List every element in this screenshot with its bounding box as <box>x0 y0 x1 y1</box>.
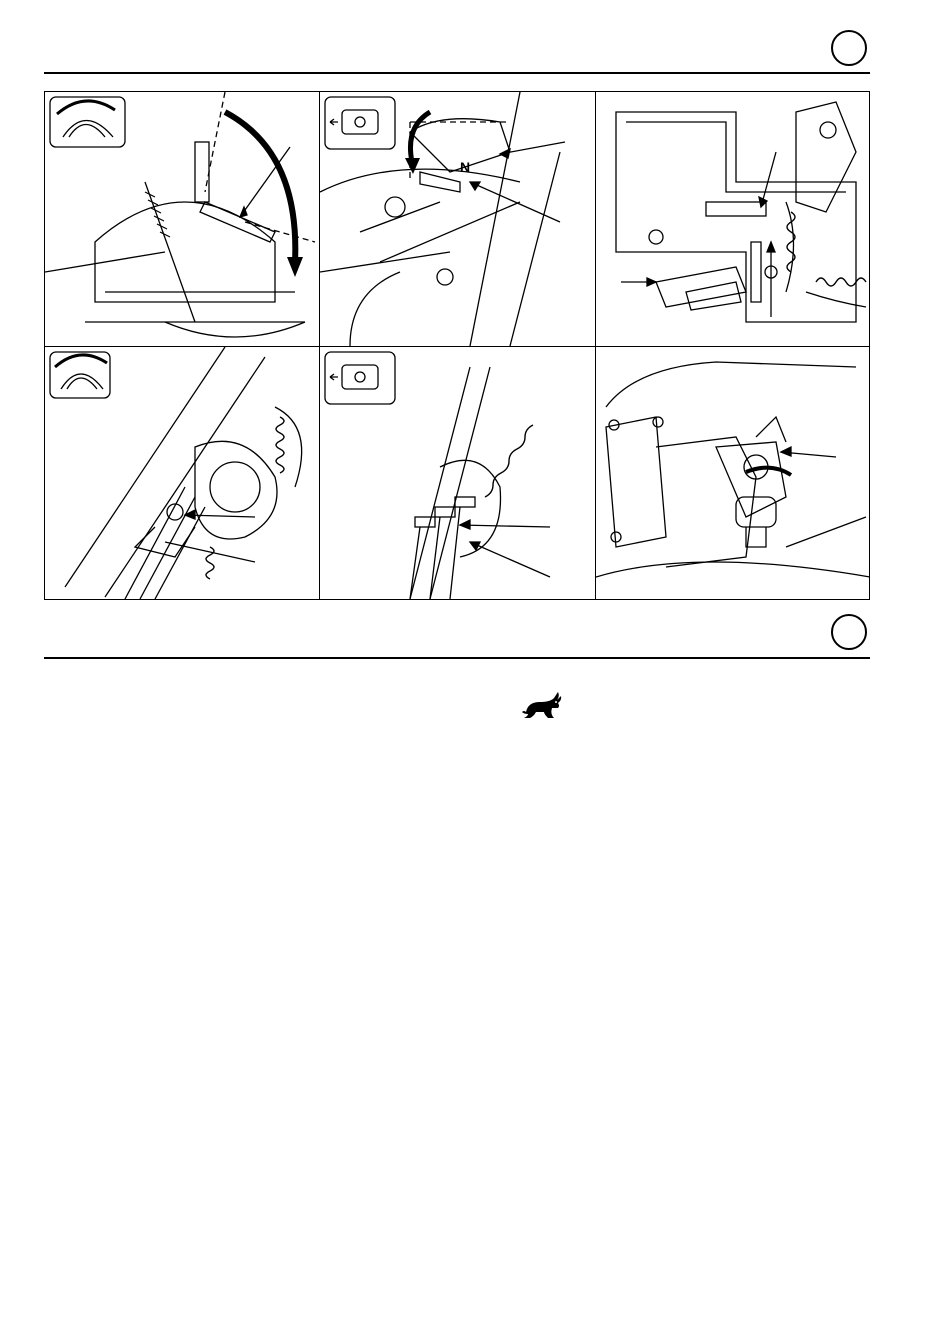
panel-5-drawing <box>320 347 595 599</box>
panel-4-drawing <box>45 347 319 599</box>
panel-4-cable-detail <box>45 347 319 599</box>
header-badge <box>831 30 867 66</box>
mowing-height-icon <box>50 97 125 147</box>
panel-6-drawing <box>596 347 870 599</box>
panel-2-drive-handle <box>320 92 595 346</box>
panel-5-cable-adjusters <box>320 347 595 599</box>
header-rule <box>44 72 870 74</box>
section-badge <box>831 614 867 650</box>
panel-1-drawing <box>45 92 319 346</box>
panel-3-drawing <box>596 92 870 346</box>
rabbit-icon <box>520 690 564 722</box>
mower-drive-icon <box>325 97 395 149</box>
illustration-grid <box>44 91 870 600</box>
panel-3-brake-bracket <box>596 92 870 346</box>
panel-1-height-lever <box>45 92 319 346</box>
lever-position-marking: N <box>460 159 471 175</box>
section-rule <box>44 657 870 659</box>
panel-6-carburettor <box>596 347 870 599</box>
panel-2-drawing <box>320 92 595 346</box>
mower-drive-icon <box>325 352 395 404</box>
